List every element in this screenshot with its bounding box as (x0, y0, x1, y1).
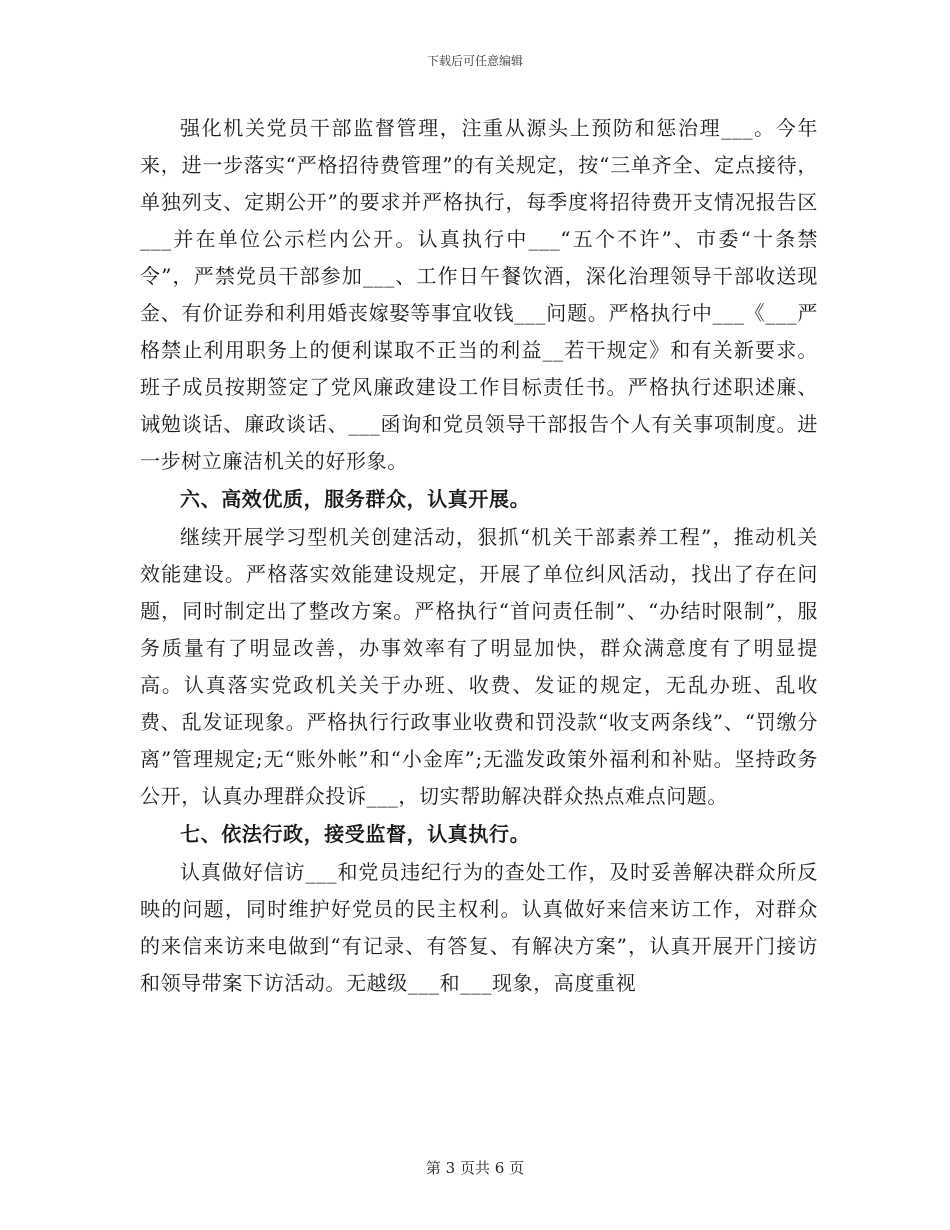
paragraph-supervision: 强化机关党员干部监督管理，注重从源头上预防和惩治理___。今年来，进一步落实“严格招待费管理”的有关规定，按“三单齐全、定点接待，单独列支、定期公开”的要求并严格执行，每季度将招待费开支情况报告区___并在单位公示栏内公开。认真执行中___“五个不许”、市委“十条禁令”，严禁党员干部参加___、工作日午餐饮酒，深化治理领导干部收送现金、有价证券和利用婚丧嫁娶等事宜收钱___问题。严格执行中___《___严格禁止利用职务上的便利谋取不正当的利益__若干规定》和有关新要求。班子成员按期签定了党风廉政建设工作目标责任书。严格执行述职述廉、诫勉谈话、廉政谈话、___函询和党员领导干部报告个人有关事项制度。进一步树立廉洁机关的好形象。 (140, 116, 818, 473)
document-body (140, 110, 818, 1002)
page-number: 第 3 页共 6 页 (425, 1159, 525, 1177)
section-heading-seven: 七、依法行政，接受监督，认真执行。 (180, 822, 531, 846)
paragraph-petition: 认真做好信访___和党员违纪行为的查处工作，及时妥善解决群众所反映的问题，同时维护好党员的民主权利。认真做好来信来访工作，对群众的来信来访来电做到“有记录、有答复、有解决方案”，认真开展开门接访和领导带案下访活动。无越级___和___现象，高度重视 (140, 860, 818, 995)
section-heading-six: 六、高效优质，服务群众，认真开展。 (180, 487, 531, 511)
page-header: 下载后可任意编辑 (426, 54, 523, 68)
paragraph-service: 继续开展学习型机关创建活动，狠抓“机关干部素养工程”，推动机关效能建设。严格落实效能建设规定，开展了单位纠风活动，找出了存在问题，同时制定出了整改方案。严格执行“首问责任制”、“办结时限制”，服务质量有了明显改善，办事效率有了明显加快，群众满意度有了明显提高。认真落实党政机关关于办班、收费、发证的规定，无乱办班、乱收费、乱发证现象。严格执行行政事业收费和罚没款“收支两条线”、“罚缴分离”管理规定;无“账外帐”和“小金库”;无滥发政策外福利和补贴。坚持政务公开，认真办理群众投诉___，切实帮助解决群众热点难点问题。 (140, 525, 818, 808)
